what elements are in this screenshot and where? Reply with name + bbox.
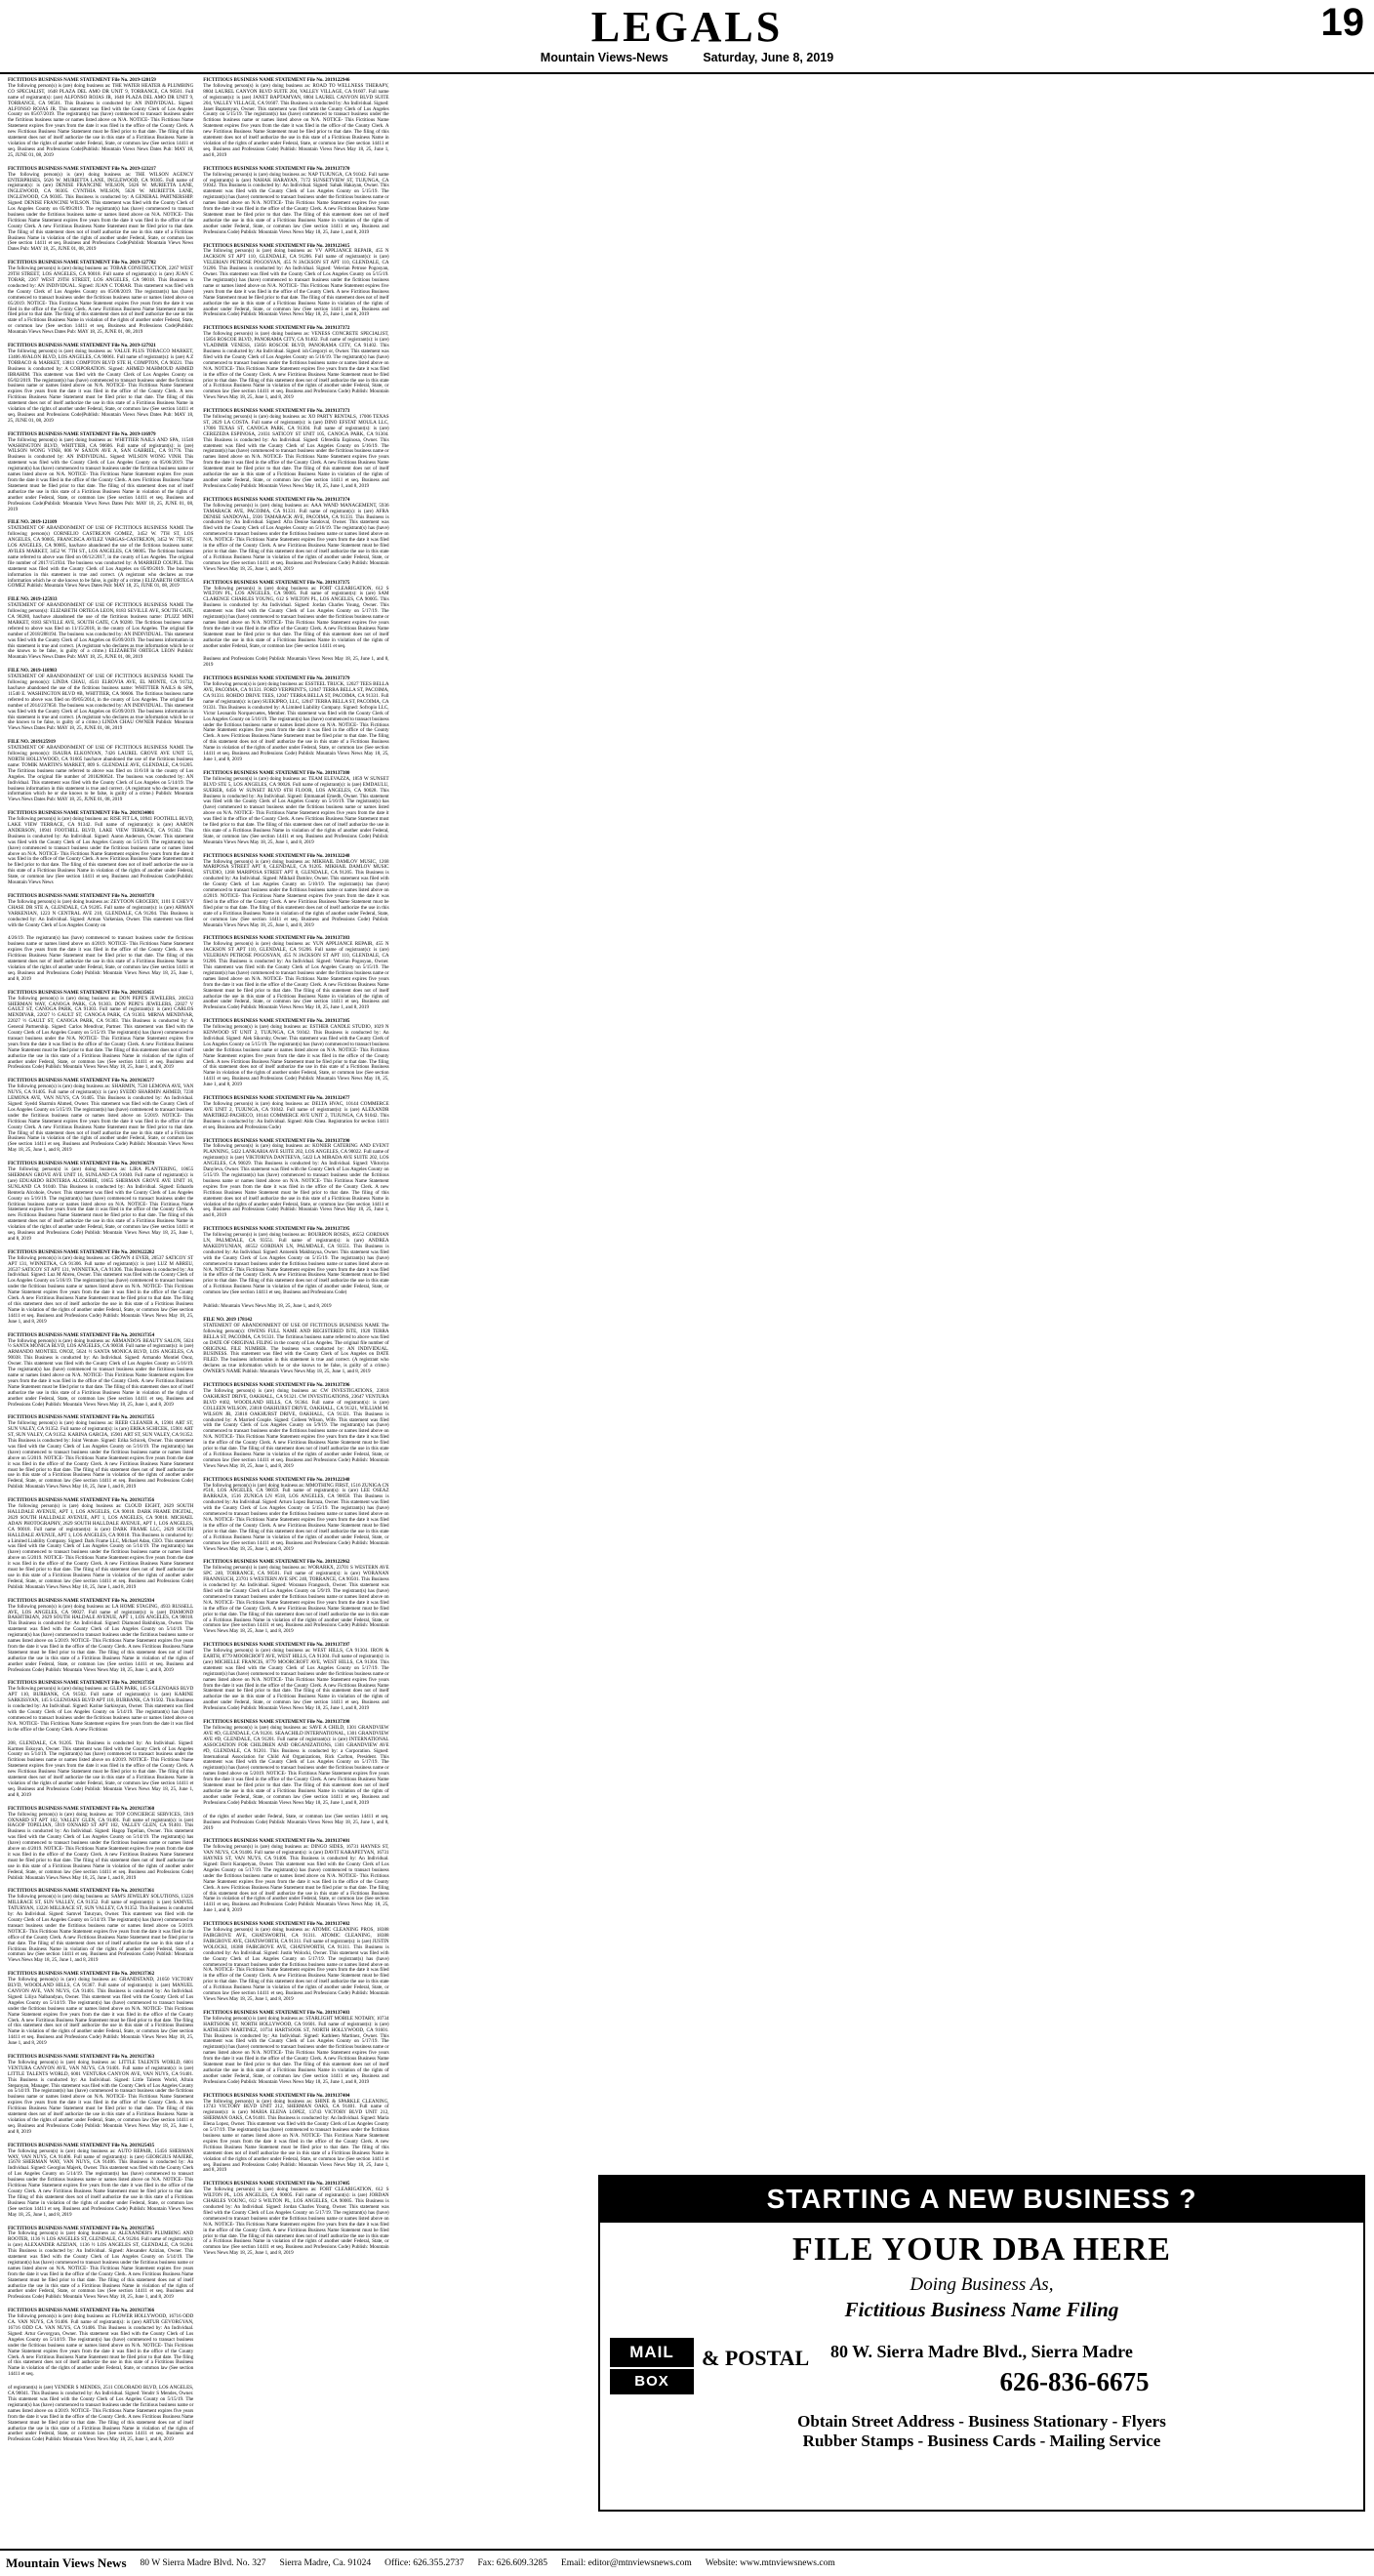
notice-separator bbox=[8, 2301, 193, 2304]
legal-notice bbox=[203, 167, 388, 239]
notice-separator bbox=[8, 1243, 193, 1246]
legal-notice-heading: FICTITIOUS BUSINESS NAME STATEMENT File No. 2019137379 bbox=[203, 675, 350, 682]
notice-separator bbox=[8, 886, 193, 889]
legal-notice-body: The following person(s) is (are) doing business as: STARLIGHT MOBILE NOTARY, 10734 HARTSOOK ST, NORTH HOLLYWOOD, CA 91601. Full name of registrant(s): is (are) KATHLEEN MARTINEZ, 10734 HARTSOOK ST, NORTH HOLLYWOOD, CA 91601. This Business is conducted by: An Individual. Signed: Kathleen Martinez, Owner. This statement was filed with the County Clerk of Los Angeles County on 5/17/19. The registrant(s) has (have) commenced to transact business under the fictitious business name or names listed above on N/A. NOTICE- This Fictitious Name Statement expires five years from the date it was filed in the office of the County Clerk. A new Fictitious Business Name Statement must be filed prior to that date. The filing of this statement does not of itself authorize the use in this state of a Fictitious Business Name in violation of the rights of another under Federal, State, or common law (See section 14411 et seq. Business and Professions Code) Publish: Mountain Views News May 18, 25, June 1, and 8, 2019 bbox=[203, 2015, 389, 2085]
dba-advertisement[interactable] bbox=[598, 2175, 1365, 2512]
legal-notice bbox=[203, 1720, 388, 1810]
notice-separator bbox=[8, 1799, 193, 1802]
legal-notice-heading: FICTITIOUS BUSINESS NAME STATEMENT File No. 2019-120159 bbox=[8, 77, 156, 83]
notice-separator bbox=[8, 1408, 193, 1411]
legal-notice bbox=[203, 771, 388, 849]
legal-notice-heading: FICTITIOUS BUSINESS NAME STATEMENT File No. 2019137355 bbox=[8, 1414, 155, 1421]
legal-notice bbox=[8, 936, 193, 985]
legal-notice-heading: FICTITIOUS BUSINESS NAME STATEMENT File No. 2019137362 bbox=[8, 1971, 155, 1978]
legal-notice-body: STATEMENT OF ABANDONMENT OF USE OF FICTITIOUS BUSINESS NAME The following person(s): ELIZABETH ORTEGA LEON, 8183 SEVILLE AVE, SOUTH GATE, CA 90280, has/have abandoned the use of the fictitious business name: D'LIZZ MINI MARKET, 8183 SEVILLE AVE, SOUTH GATE, CA 90280. The fictitious business name referred to above was filed on 11/15/2018, in the county of Los Angeles. The original file number of 2018/288194. The business was conducted by: AN INDIVIDUAL. This statement was filed with the County Clerk of Los Angeles on 05/09/2019. The business information in this statement is true and correct. (A registrant who declares as true information which he or she knows to be false, is guilty of a crime.) ELIZABETH ORTEGA LEON Publish: Mountain Views News Dates Pub: MAY 18, 25, JUNE 01, 08, 2019 bbox=[8, 602, 194, 661]
legal-notice-body: The following person(s) is (are) doing business as: MIKHAIL DAMLOV MUSIC, 1268 MARIPOSA STREET APT 8, GLENDALE, CA 91205. MIKHAIL DAMLOV MUSIC STUDIO, 1268 MARIPOSA STREET APT 8, GLENDALE, CA 91205. This Business is conducted by: An Individual. Signed: Mikhail Damlov, Owner. This statement was filed with the County Clerk of Los Angeles County on 5/10/19. The registrant(s) has (have) commenced to transact business under the fictitious business name or names listed above on 4/2019. NOTICE- This Fictitious Name Statement expires five years from the date it was filed in the office of the County Clerk. A new Fictitious Business Name Statement must be filed prior to that date. The filing of this statement does not of itself authorize the use in this state of a Fictitious Business Name in violation of the rights of another under Federal, State, or common law (See section 14411 et seq. Business and Professions Code) Publish: Mountain Views News May 18, 25, June 1, and 8, 2019 bbox=[203, 858, 389, 928]
footer-city: Sierra Madre, Ca. 91024 bbox=[279, 2558, 372, 2568]
legal-notice-body: The following person(s) is (are) doing business as: SHINE & SPARKLE CLEANING, 13743 VICTORY BLVD UNIT 212, SHERMAN OAKS, CA 91401. Full name of registrant(s): is (are) MARIA ELENA LOPEZ, 13743 VICTORY BLVD UNIT 212, SHERMAN OAKS, CA 91401. This Business is conducted by: An Individual. Signed: Maria Elena Lopez, Owner. This statement was filed with the County Clerk of Los Angeles County on 5/17/19. The registrant(s) has (have) commenced to transact business under the fictitious business name or names listed above on N/A. NOTICE- This Fictitious Name Statement expires five years from the date it was filed in the office of the County Clerk. A new Fictitious Business Name Statement must be filed prior to that date. The filing of this statement does not of itself authorize the use in this state of a Fictitious Business Name in violation of the rights of another under Federal, State, or common law (See section 14411 et seq. Business and Professions Code) Publish: Mountain Views News May 18, 25, June 1, and 8, 2019 bbox=[203, 2098, 389, 2174]
legal-notice-body: STATEMENT OF ABANDONMENT OF USE OF FICTITIOUS BUSINESS NAME The following person(s): ISAURA ELKONYAN, 7426 LAUREL GROVE AVE UNIT 55, NORTH HOLLYWOOD, CA 91605 has/have abandoned the use of the fictitious business name: TOMIK MARTIN'S MARKET, 809 S. GLENDALE AVE, GLENDALE, CA 91205. The fictitious business name referred to above was filed on 11/6/18 in the county of Los Angeles. The original file number of 2018280624. The business was conducted by: AN Individual. This statement was filed with the County Clerk of Los Angeles on 5/14/19. The business information in this statement is true and correct. (A registrant who declares as true information which he or she knows to be false, is guilty of a crime.) Publish: Mountain Views News Dates Pub: MAY 18, 25, JUNE 01, 08, 2019 bbox=[8, 745, 194, 803]
legal-notice-heading: FICTITIOUS BUSINESS NAME STATEMENT File No. 2019137398 bbox=[203, 1719, 350, 1726]
notice-separator bbox=[203, 763, 388, 766]
legal-notice-heading: FILE NO. 2019 178142 bbox=[203, 1317, 253, 1323]
notice-separator bbox=[203, 236, 388, 239]
legal-notice-body: The following person(s) is (are) doing business as: MMOTHING FIRST, 1516 ZUNIGA CN #518, LOS ANGELES, CA 90059. Full name of registrant(s): is (are) LEE OSEAZ BARRAZA, 1516 ZUNIGA LN #518, LOS ANGELES, CA 90058. This Business is conducted by: An Individual. Signed: Arturo Lopez Barraza, Owner. This statement was filed with the County Clerk of Los Angeles County on 5/15/19. The registrant(s) has (have) commenced to transact business under the fictitious business name or names listed above on N/A. NOTICE- This Fictitious Name Statement expires five years from the date it was filed in the office of the County Clerk. A new Fictitious Business Name Statement must be filed prior to that date. The filing of this statement does not of itself authorize the use in this state of a Fictitious Business Name in violation of the rights of another under Federal, State, or common law (See section 14411 et seq. Business and Professions Code) Publish: Mountain Views News May 18, 25, June 1, and 8, 2019 bbox=[203, 1482, 389, 1552]
notice-separator bbox=[8, 661, 193, 664]
legal-notice-heading: FICTITIOUS BUSINESS NAME STATEMENT File No. 2019137356 bbox=[8, 1497, 155, 1504]
notice-separator bbox=[203, 2003, 388, 2006]
legal-notice-body: The following person(s) is (are) doing business as: DINGO SIDES, 16731 HAYNES ST, VAN NUYS, CA 91406. Full name of registrant(s): is (are) DAVIT KARAPETYAN, 16731 HAYNES ST, VAN NUYS, CA 91406. This Business is conducted by: An Individual. Signed: Davit Karapetyan, Owner. This statement was filed with the County Clerk of Los Angeles County on 5/17/19. The registrant(s) has (have) commenced to transact business under the fictitious business name or names listed above on N/A. NOTICE- This Fictitious Name Statement expires five years from the date it was filed in the office of the County Clerk. A new Fictitious Business Name Statement must be filed prior to that date. The filing of this statement does not of itself authorize the use in this state of a Fictitious Business Name in violation of the rights of another under Federal, State, or common law (See section 14411 et seq. Business and Professions Code) Publish: Mountain Views News May 18, 25, June 1, and 8, 2019 bbox=[203, 1844, 389, 1914]
legal-notice-body: The following person(s) is (are) doing business as: WHITTIER NAILS AND SPA, 11540 WASHINGTON BLVD, WHITTIER, CA 90606. Full name of registrant(s): is (are) WILSON WONG VINH, 806 W SAXON AVE A, SAN GABRIEL, CA 91776. This Business is conducted by: AN INDIVIDUAL. Signed: WILSON WONG VINH. This statement was filed with the County Clerk of Los Angeles County on 05/06/2019. The registrant(s) has (have) commenced to transact business under the fictitious business name or names listed above on N/A. NOTICE- This Fictitious Name Statement expires five years from the date it was filed in the office of the County Clerk. A new Fictitious Business Name Statement must be filed prior to that date. The filing of this statement does not of itself authorize the use in this state of a Fictitious Business Name in violation of the rights of another under Federal, State, or common law (See section 14411 et seq. Business and Professions Code)Publish: Mountain Views News Dates Pub: MAY 18, 25, JUNE 01, 08, 2019 bbox=[8, 436, 194, 512]
legal-notice-heading: FICTITIOUS BUSINESS NAME STATEMENT File No. 2019-116979 bbox=[8, 430, 156, 437]
notice-separator bbox=[8, 2443, 193, 2446]
legal-notice bbox=[203, 1383, 388, 1473]
legal-notice-body: STATEMENT OF ABANDONMENT OF USE OF FICTITIOUS BUSINESS NAME The following person(s): LINDA CHAU, 4541 ELROVIA AVE, EL MONTE, CA 91732, has/have abandoned the use of the fictitious business name: WHITTIER NAILS & SPA, 11540 E. WASHINGTON BLVD #B, WHITTIER, CA 90606. The fictitious business name referred to above was filed on 09/05/2014, in the county of Los Angeles. The original file number of 2014/237850. The business was conducted by: AN INDIVIDUAL. This statement was filed with the County Clerk of Los Angeles on 05/09/2019. The business information in this statement is true and correct. (A registrant who declares as true information which he or she knows to be false, is guilty of a crime.) LINDA CHAU OWNER Publish: Mountain Views News Dates Pub: MAY 18, 25, JUNE 01, 08, 2019 bbox=[8, 674, 194, 732]
legal-notice-body: The following person(s) is (are) doing business as: LITTLE TALENTS WORLD, 6001 VENTURA CANYON AVE, VAN NUYS, CA 91401. Full name of registrant(s): is (are) LITTLE TALENTS WORLD, 6001 VENTURA CANYON AVE, VAN NUYS, CA 91401. This Business is conducted by: An Individual. Signed: Little Talents World, Afrain Stepanyan, Manager. This statement was filed with the County Clerk of Los Angeles County on 5/14/19. The registrant(s) has (have) commenced to transact business under the fictitious business name or names listed above on N/A. NOTICE- This Fictitious Name Statement expires five years from the date it was filed in the office of the County Clerk. A new Fictitious Business Name Statement must be filed prior to that date. The filing of this statement does not of itself authorize the use in this state of a Fictitious Business Name in violation of the rights of another under Federal, State, or common law (See section 14411 et seq. Business and Professions Code) Publish: Mountain Views News May 18, 25, June 1, and 8, 2019 bbox=[8, 2059, 194, 2135]
legal-notice-body: The following person(s) is (are) doing business as: FORT CLEARIGATION, 612 S WILTON PL, LOS ANGELES, CA 90005. Full name of registrant(s): is (are) JORDAN CHARLES YOUNG, 612 S WILTON PL, LOS ANGELES, CA 90005. This Business is conducted by: An Individual. Signed: Jordan Charles Young, Owner. This statement was filed with the County Clerk of Los Angeles County on 5/17/19. The registrant(s) has (have) commenced to transact business under the fictitious business name or names listed above on N/A. NOTICE- This Fictitious Name Statement expires five years from the date it was filed in the office of the County Clerk. A new Fictitious Business Name Statement must be filed prior to that date. The filing of this statement does not of itself authorize the use in this state of a Fictitious Business Name in violation of the rights of another under Federal, State, or common law (See section 14411 et seq. Business and Professions Code) Publish: Mountain Views News May 18, 25, June 1, and 8, 2019 bbox=[203, 2187, 389, 2257]
legal-notice bbox=[8, 669, 193, 735]
legal-notice-heading: FICTITIOUS BUSINESS NAME STATEMENT File No. 2019122946 bbox=[203, 77, 350, 83]
legal-notice bbox=[203, 657, 388, 672]
legal-notice bbox=[8, 1079, 193, 1157]
ad-subheadline: FILE YOUR DBA HERE bbox=[792, 2231, 1171, 2268]
legal-notice-heading: FICTITIOUS BUSINESS NAME STATEMENT File No. 2019137396 bbox=[203, 1382, 350, 1389]
legal-notice-body: STATEMENT OF ABANDONMENT OF USE OF FICTITIOUS BUSINESS NAME The following person(s) CORNELIO CASTREJON GOMEZ, 3452 W. 7TH ST, LOS ANGELES, CA 90005, FRANCISCA AVILEZ VARGAS-CASTREJON, 3452 W. 7TH ST, LOS ANGELES, CA 90005, has/have abandoned the use of the fictitious business name: AVILES MARKET, 3452 W. 7TH ST., LOS ANGELES, CA 90005. The fictitious business name referred to above was filed on 06/12/2017, in the county of Los Angeles. The original file number of 2017/151934. The business was conducted by: A MARRIED COUPLE. This statement was filed with the County Clerk of Los Angeles on 05/09/2019. The business information in this statement is true and correct. (A registrant who declares as true information which he or she knows to be false, is guilty of a crime.) ELIZABETH ORTEGA GOMEZ Publish: Mountain Views News Dates Pub: MAY 18, 25, JUNE 01, 08, 2019 bbox=[8, 525, 194, 590]
legal-notice bbox=[203, 1815, 388, 1835]
legal-notice bbox=[8, 1741, 193, 1802]
legal-notice-body: The following person(s) is (are) doing business as: CLOUD EIGHT, 2629 SOUTH HALLDALE AVENUE, APT 1, LOS ANGELES, CA 90018. DARK FRAME DIGITAL, 2629 SOUTH HALLDALE AVENUE, APT 1, LOS ANGELES, CA 90018. MICHAEL ADAN PHOTOGRAPHY, 2629 SOUTH HALLDALE AVENUE, APT 1, LOS ANGELES, CA 90018. Full name of registrant(s): is (are) DARK FRAME LLC, 2629 SOUTH HALLDALE AVENUE, APT 1, LOS ANGELES, CA 90018. This Business is conducted by: a Limited Liability Company. Signed: Dark Frame LLC, Michael Adan, CEO. This statement was filed with the County Clerk of Los Angeles County on 5/14/19. The registrant(s) has (have) commenced to transact business under the fictitious business name or names listed above on 5/2019. NOTICE- This Fictitious Name Statement expires five years from the date it was filed in the office of the County Clerk. A new Fictitious Business Name Statement must be filed prior to that date. The filing of this statement does not of itself authorize the use in this state of a Fictitious Business Name in violation of the rights of another under Federal, State, or common law (See section 14411 et seq. Business and Professions Code) Publish: Mountain Views News May 18, 25, June 1, and 8, 2019 bbox=[8, 1503, 194, 1590]
notice-separator bbox=[203, 2174, 388, 2177]
notice-separator bbox=[203, 1470, 388, 1473]
notice-separator bbox=[8, 159, 193, 162]
masthead-subline bbox=[0, 51, 1374, 64]
legal-notice-heading: FICTITIOUS BUSINESS NAME STATEMENT File No. 2019122282 bbox=[8, 1248, 155, 1255]
notice-separator bbox=[8, 1964, 193, 1967]
notice-separator bbox=[8, 1071, 193, 1074]
legal-notice-body: The following person(s) is (are) doing business as: VENESS CONCRETE SPECIALIST, 15856 ROSCOE BLVD, PANORAMA CITY, CA 91402. Full name of registrant(s): is (are) VLADIMIR VENESS, 15856 ROSCOE BLVD, PANORAMA CITY, CA 91402. This Business is conducted by: An Individual. Signed: ish Gregoryi or, Owner. This statement was filed with the County Clerk of Los Angeles County on 5/16/19. The registrant(s) has (have) commenced to transact business under the fictitious business name or names listed above on N/A. NOTICE- This Fictitious Name Statement expires five years from the date it was filed in the office of the County Clerk. A new Fictitious Business Name Statement must be filed prior to that date. The filing of this statement does not of itself authorize the use in this state of a Fictitious Business Name in violation of the rights of another under Federal, State, or common law (See section 14411 et seq. Business and Professions Code) Publish: Mountain Views News May 18, 25, June 1, and 8, 2019 bbox=[203, 331, 389, 401]
legal-notice bbox=[8, 520, 193, 593]
legal-notice bbox=[203, 854, 388, 932]
legal-notice-body: The following person(s) is (are) doing business as: SAVE A CHILD, 1301 GRANDVIEW AVE #D, GLENDALE, CA 91201. SEAACHILD INTERNATIONAL, 1301 GRANDVIEW AVE #D, GLENDALE, CA 91201. Full name of registrant(s): is (are) INTERNATIONAL ASSOCIATION FOR CHILDREN AND ORGANIZATIONS, 1301 GRANDVIEW AVE #D, GLENDALE, CA 91201. This Business is conducted by: a Corporation. Signed: International Association for Child Aid Organizations, Rick Carlton, President. This statement was filed with the County Clerk of Los Angeles County on 5/17/19. The registrant(s) has (have) commenced to transact business under the fictitious business name or names listed above on 5/2019. NOTICE- This Fictitious Name Statement expires five years from the date it was filed in the office of the County Clerk. A new Fictitious Business Name Statement must be filed prior to that date. The filing of this statement does not of itself authorize the use in this state of a Fictitious Business Name in violation of the rights of another under Federal, State, or common law (See section 14411 et seq. Business and Professions Code) Publish: Mountain Views News May 18, 25, June 1, and 8, 2019 bbox=[203, 1725, 389, 1806]
mailbox-logo-box: BOX bbox=[610, 2369, 694, 2394]
legal-notice bbox=[8, 167, 193, 257]
notice-separator bbox=[203, 846, 388, 849]
legal-notice bbox=[8, 1250, 193, 1329]
legal-notice-heading: FICTITIOUS BUSINESS NAME STATEMENT File No. 2019137380 bbox=[203, 769, 350, 776]
footer-address: 80 W Sierra Madre Blvd. No. 327 bbox=[140, 2558, 266, 2568]
notice-separator bbox=[203, 1088, 388, 1091]
legal-notice bbox=[8, 991, 193, 1075]
legal-notice-body: The following person(s) is (are) doing business as: GLEN PARK, 145 S GLENOAKS BLVD APT 110, BURBANK, CA 91502. Full name of registrant(s): is (are) KARINE SARKISSYAN, 145 S GLENOAKS BLVD APT 110, BURBANK, CA 91502. This Business is conducted by: An Individual. Signed: Karine Sarkissyan, Owner. This statement was filed with the County Clerk of Los Angeles County on 5/14/19. The registrant(s) has (have) commenced to transact business under the fictitious business name or names listed above on N/A. NOTICE- This Fictitious Name Statement expires five years from the date it was filed in the office of the County Clerk. A new Fictitious bbox=[8, 1686, 194, 1733]
legal-notice bbox=[203, 1304, 388, 1313]
notice-separator bbox=[8, 512, 193, 515]
legal-notice-body: The following person(s) is (are) doing business as: ALEXANDER'S PLUMBING AND ROOTER, 1136 ½ LOS ANGELES ST, GLENDALE, CA 91204. Full name of registrant(s): is (are) ALEXANDER AZIZIAN, 1136 ½ LOS ANGELES ST, GLENDALE, CA 91204. This Business is conducted by: An Individual. Signed: Alexander Azizian, Owner. This statement was filed with the County Clerk of Los Angeles County on 5/14/19. The registrant(s) has (have) commenced to transact business under the fictitious business name or names listed above on N/A. NOTICE- This Fictitious Name Statement expires five years from the date it was filed in the office of the County Clerk. A new Fictitious Business Name Statement must be filed prior to that date. The filing of this statement does not of itself authorize the use in this state of a Fictitious Business Name in violation of the rights of another under Federal, State, or common law (See section 14411 et seq. Business and Professions Code) Publish: Mountain Views News May 18, 25, June 1, and 8, 2019 bbox=[8, 2230, 194, 2301]
legal-notice-heading: FICTITIOUS BUSINESS NAME STATEMENT File No. 2019137358 bbox=[8, 1680, 155, 1687]
legal-notice-body: The following person(s) is (are) doing business as: WEST HILLS, CA 91304. IRON & EARTH, 8779 MOORCROFT AVE, WEST HILLS, CA 91304. Full name of registrant(s): is (are) MICHELLE FRANCIS, 8779 MOORCROFT AVE, WEST HILLS, CA 91304. This statement was filed with the County Clerk of Los Angeles County on 5/17/19. The registrant(s) has (have) commenced to transact business under the fictitious business name or names listed above on N/A. NOTICE- This Fictitious Name Statement expires five years from the date it was filed in the office of the County Clerk. A new Fictitious Business Name Statement must be filed prior to that date. The filing of this statement does not of itself authorize the use in this state of a Fictitious Business Name in violation of the rights of another under Federal, State, or common law (See section 14411 et seq. Business and Professions Code) Publish: Mountain Views News May 18, 25, June 1, and 8, 2019 bbox=[203, 1648, 389, 1712]
notice-separator bbox=[203, 318, 388, 321]
legal-notice-body: The following person(s) is (are) doing business as: BOURBON ROSES, 46552 GORDIAN LN, PALMDALE, CA 93551. Full name of registrant(s): is (are) ANDREA MAKEDYUNIAN, 46552 GORDIAN LN, PALMDALE, CA 93551. This Business is conducted by: An Individual. Signed: Antoenik Makhtayua, Owner. This statement was filed with the County Clerk of Los Angeles County on 5/15/19. The registrant(s) has (have) commenced to transact business under the fictitious business name or names listed above on N/A. NOTICE- This Fictitious Name Statement expires five years from the date it was filed in the office of the County Clerk. A new Fictitious Business Name Statement must be filed prior to that date. The filing of this statement does not of itself authorize the use in this state of a Fictitious Business Name in violation of the rights of another under Federal, State, or common law (See section 14411 et seq. Business and Professions Code) bbox=[203, 1232, 389, 1296]
legal-notice-heading: FICTITIOUS BUSINESS NAME STATEMENT File No. 2019137360 bbox=[8, 1805, 155, 1812]
legal-notice-heading: FICTITIOUS BUSINESS NAME STATEMENT File No. 2019137405 bbox=[203, 2181, 350, 2188]
legal-notice-heading: FICTITIOUS BUSINESS NAME STATEMENT File No. 2019137390 bbox=[203, 1137, 350, 1144]
notice-separator bbox=[8, 732, 193, 735]
notice-separator bbox=[203, 1296, 388, 1299]
legal-notice-heading: FICTITIOUS BUSINESS NAME STATEMENT File No. 2019136579 bbox=[8, 1161, 155, 1167]
legal-notice-body: The following person(s) is (are) doing business as: AAA WAND MANAGEMENT, 5936 TAMARACK AVE, PACOIMA, CA 91331. Full name of registrant(s): is (are) AFRA DENISE SANDOVAL, 5936 TAMARACK AVE, PACOIMA, CA 91331. This Business is conducted by: An Individual. Signed: Afra Denise Sandoval, Owner. This statement was filed with the County Clerk of Los Angeles County on 5/16/19. The registrant(s) has (have) commenced to transact business under the fictitious business name or names listed above on N/A. NOTICE- This Fictitious Name Statement expires five years from the date it was filed in the office of the County Clerk. A new Fictitious Business Name Statement must be filed prior to that date. The filing of this statement does not of itself authorize the use in this state of a Fictitious Business Name in violation of the rights of another under Federal, State, or common law (See section 14411 et seq. Business and Professions Code) Publish: Mountain Views News May 18, 25, June 1, and 8, 2019 bbox=[203, 502, 389, 572]
legal-notice bbox=[8, 1162, 193, 1246]
legal-notices-columns bbox=[0, 78, 1374, 2450]
legal-notice-heading: FICTITIOUS BUSINESS NAME STATEMENT File No. 2019137397 bbox=[203, 1642, 350, 1649]
legal-notice-heading: FICTITIOUS BUSINESS NAME STATEMENT File No. 2019137385 bbox=[203, 1018, 350, 1025]
legal-notice-heading: FICTITIOUS BUSINESS NAME STATEMENT File No. 2019-127921 bbox=[8, 343, 156, 349]
legal-notice-body: The following person(s) is (are) doing business as: ARMANDO'S BEAUTY SALON, 5624 ½ SANTA MONICA BLVD, LOS ANGELES, CA 90038. Full name of registrant(s): is (are) ARMANDO MONTIEL ONOZ, 5624 ½ SANTA MONICA BLVD, LOS ANGELES, CA 90038. This Business is conducted by: An Individual. Signed: Armando Montiel Onoz, Owner. This statement was filed with the County Clerk of Los Angeles County on 5/16/19. The registrant(s) has (have) commenced to transact business under the fictitious business name or names listed above on N/A. NOTICE- This Fictitious Name Statement expires five years from the date it was filed in the office of the County Clerk. A new Fictitious Business Name Statement must be filed prior to that date. The filing of this statement does not of itself authorize the use in this state of a Fictitious Business Name in violation of the rights of another under Federal, State, or common law (See section 14411 et seq. Business and Professions Code) Publish: Mountain Views News May 18, 25, June 1, and 8, 2019 bbox=[8, 1337, 194, 1408]
legal-notice-body: The following person(s) is (are) doing business as: XO PARTY RENTALS, 17006 TEXAS ST, 2029 LA COSTA. Full name of registrant(s): is (are) DINO EFSTAT MOULA LLC, 17006 TEXAS ST, CANOGA PARK, CA 91304. Full name of registrant(s): is (are) CEREZEDA ESPINOSA, 21031 SATICOY ST UNIT 105, CANOGA PARK, CA 91304. This Business is conducted by: An Individual. Signed: Gferedila Espinosa, Owner. This statement was filed with the County Clerk of Los Angeles County on 5/16/19. The registrant(s) has (have) commenced to transact business under the fictitious business name or names listed above on N/A. NOTICE- This Fictitious Name Statement expires five years from the date it was filed in the office of the County Clerk. A new Fictitious Business Name Statement must be filed prior to that date. The filing of this statement does not of itself authorize the use in this state of a Fictitious Business Name in violation of the rights of another under Federal, State, or common law (See section 14411 et seq. Business and Professions Code) Publish: Mountain Views News May 18, 25, June 1, and 8, 2019 bbox=[203, 414, 389, 489]
notice-separator bbox=[203, 1131, 388, 1134]
legal-notice-body: The following person(s) is (are) doing business as: FORT CLEARIGATION, 612 S WILTON PL, LOS ANGELES, CA 90005. Full name of registrant(s): is (are) SAM CLARENCE CHARLES YOUNG, 612 S WILTON PL, LOS ANGELES, CA 90005. This Business is conducted by: An Individual. Signed: Jordan Charles Young, Owner. This statement was filed with the County Clerk of Los Angeles County on 5/17/19. The registrant(s) has (have) commenced to transact business under the fictitious business name or names listed above on N/A. NOTICE- This Fictitious Name Statement expires five years from the date it was filed in the office of the County Clerk. A new Fictitious Business Name Statement must be filed prior to that date. The filing of this statement does not of itself authorize the use in this state of a Fictitious Business Name in violation of the rights of another under Federal, State, or common law (See section 14411 et seq. bbox=[203, 585, 389, 649]
legal-notice-heading: FICTITIOUS BUSINESS NAME STATEMENT File No. 2019137383 bbox=[203, 935, 350, 942]
legal-notice-heading: FILE NO. 2019-118983 bbox=[8, 668, 58, 675]
legal-notice-body: Business and Professions Code) Publish: Mountain Views News May 18, 25, June 1, and 8, 2019 bbox=[203, 656, 389, 669]
notice-separator bbox=[203, 1310, 388, 1313]
notice-separator bbox=[203, 669, 388, 672]
legal-notice bbox=[203, 244, 388, 322]
notice-separator bbox=[203, 1219, 388, 1222]
ad-phone[interactable]: 626-836-6675 bbox=[999, 2367, 1150, 2396]
legal-notice-body: The following person(s) is (are) doing business as: TEAM ELEVAZZA, 1859 W SUNSET BLVD STE 5, LOS ANGELES, CA 90026. Full name of registrant(s): is (are) EMDAULU, SUERER, 6456 W SUNSET BLVD 6TH FLOOR, LOS ANGELES, CA 90028. This Business is conducted by: An Individual. Signed: Emmanuel Emedh, Owner. This statement was filed with the County Clerk of Los Angeles County on 5/16/19. The registrant(s) has (have) commenced to transact business under the fictitious business name or names listed above on N/A. NOTICE- This Fictitious Name Statement expires five years from the date it was filed in the office of the County Clerk. A new Fictitious Business Name Statement must be filed prior to that date. The filing of this statement does not of itself authorize the use in this state of a Fictitious Business Name in violation of the rights of another under Federal, State, or common law (See section 14411 et seq. Business and Professions Code) Publish: Mountain Views News May 18, 25, June 1, and 8, 2019 bbox=[203, 775, 389, 845]
notice-separator bbox=[8, 2136, 193, 2139]
legal-notice-heading: FICTITIOUS BUSINESS NAME STATEMENT File No. 2019134001 bbox=[8, 810, 155, 817]
legal-notice bbox=[8, 1807, 193, 1885]
legal-notice-heading: FICTITIOUS BUSINESS NAME STATEMENT File No. 2019-123217 bbox=[8, 165, 156, 172]
ad-service-line: Obtain Street Address - Business Stationary - Flyers bbox=[797, 2412, 1166, 2431]
legal-notice-body: The following person(s) is (are) doing business as: REEB CLEANER A, 15901 ART ST, SUN VALEY, CA 91352. Full name of registrant(s): is (are) ERIKA SCHICEK, 15901 ART ST, SUN VALEY, CA 91352. KARINA GARCIA, 15901 ART ST, SUN VALEY, CA 91352. This Business is conducted by: Joint Venture. Signed: Erika Schicek, Owner. This statement was filed with the County Clerk of Los Angeles County on 5/16/19. The registrant(s) has (have) commenced to transact business under the fictitious business name or names listed above on 5/2019. NOTICE- This Fictitious Name Statement expires five years from the date it was filed in the office of the County Clerk. A new Fictitious Business Name Statement must be filed prior to that date. The filing of this statement does not of itself authorize the use in this state of a Fictitious Business Name in violation of the rights of another under Federal, State, or common law (See section 14411 et seq. Business and Professions Code) Publish: Mountain Views News May 18, 25, June 1, and 8, 2019 bbox=[8, 1420, 194, 1491]
notice-separator bbox=[203, 401, 388, 404]
legal-notice-body: The following person(s) is (are) doing business as: LIRA PLANTERING, 10655 SHERMAN GROVE AVE UNIT 16, SUNLAND CA 91040. Full name of registrant(s): is (are) EDUARDO RENTERIA ALCOHBIE, 10655 SHERMAN GROVE AVE UNIT 16, SUNLAND CA 91040. This Business is conducted by: An Individual. Signed: Eduardo Renteria Alcohoie, Owner. This statement was filed with the County Clerk of Los Angeles County on 5/16/19. The registrant(s) has (have) commenced to transact business under the fictitious business name or names listed above on N/A. NOTICE- This Fictitious Name Statement expires five years from the date it was filed in the office of the County Clerk. A new Fictitious Business Name Statement must be filed prior to that date. The filing of this statement does not of itself authorize the use in this state of a Fictitious Business Name in violation of the rights of another under Federal, State, or common law (See section 14411 et seq. Business and Professions Code) Publish: Mountain Views News May 18, 25, June 1, and 8, 2019 bbox=[8, 1166, 194, 1242]
legal-notice bbox=[203, 1643, 388, 1715]
legal-notice-body: The following person(s) is (are) doing business as: VV APPLIANCE REPAIR, 455 N JACKSON ST APT 110, GLENDALE, CA 91206. Full name of registrant(s): is (are) VELERIAN PETROSE POGOSYAN, 455 N JACKSON ST APT 110, GLENDALE, CA 91206. This Business is conducted by: An Individual. Signed: Velerian Petrose Pogosyan, Owner. This statement was filed with the County Clerk of Los Angeles County on 5/15/19. The registrant(s) has (have) commenced to transact business under the fictitious business name or names listed above on N/A. NOTICE- This Fictitious Name Statement expires five years from the date it was filed in the office of the County Clerk. A new Fictitious Business Name Statement must be filed prior to that date. The filing of this statement does not of itself authorize the use in this state of a Fictitious Business Name in violation of the rights of another under Federal, State, or common law (See section 14411 et seq. Business and Professions Code) Publish: Mountain Views News May 18, 25, June 1, and 8, 2019 bbox=[203, 248, 389, 318]
legal-notice-body: The following person(s) is (are) doing business as: DELTA HVAC, 10144 COMMERCE AVE UNIT 2, TUJUNGA, CA 91042. Full name of registrant(s): is (are) ALEXANDR MARTIREZ-PACHECO, 10144 COMMERCE AVE UNIT 2, TUJUNGA, CA 91042. This Business is conducted by: An Individual. Signed: Aldo Chea. Registration for section 14411 et seq. Business and Professions Code) bbox=[203, 1101, 389, 1130]
notice-separator bbox=[203, 928, 388, 931]
legal-notice-heading: FICTITIOUS BUSINESS NAME STATEMENT File No. 2019137402 bbox=[203, 1921, 350, 1928]
notice-separator bbox=[8, 1491, 193, 1493]
legal-notice bbox=[8, 2386, 193, 2446]
legal-notice bbox=[8, 1498, 193, 1594]
notice-separator bbox=[203, 1635, 388, 1638]
legal-notice-body: The following person(s) is (are) doing business as: ESSTEEL TRUCK, 12027 TEES BELLA AVE, PACOIMA, CA 91331. FORD VERPRINT'S, 12047 TERRA BELLA ST, PACOIMA, CA 91331. ROHDO DRIVE TEES, 12047 TERRA BELLA ST, PACOIMA, CA 91331. Full name of registrant(s): is (are) SUEKIPRO, LLC, 12047 TERRA BELLA ST, PACOIMA, CA 91331. This Business is conducted by: A Limited Liability Company. Signed: Sofropio LLC, Victor Leonardo Norquecuetes, Member. This statement was filed with the County Clerk of Los Angeles County on 5/16/19. The registrant(s) has (have) commenced to transact business under the fictitious business name or names listed above on N/A. NOTICE- This Fictitious Name Statement expires five years from the date it was filed in the office of the County Clerk. A new Fictitious Business Name Statement must be filed prior to that date. The filing of this statement does not of itself authorize the use in this state of a Fictitious Business Name in violation of the rights of another under Federal, State, or common law (See section 14411 et seq. Business and Professions Code) Publish: Mountain Views News May 18, 25, June 1, and 8, 2019 bbox=[203, 681, 389, 762]
notice-separator bbox=[203, 1807, 388, 1810]
legal-notice-heading: FICTITIOUS BUSINESS NAME STATEMENT File No. 2019137354 bbox=[8, 1331, 155, 1338]
legal-notice bbox=[8, 78, 193, 162]
notice-separator bbox=[8, 253, 193, 256]
publication-name: Mountain Views-News bbox=[540, 51, 668, 64]
notice-separator bbox=[203, 2086, 388, 2089]
notice-separator bbox=[203, 490, 388, 493]
footer-publication-name: Mountain Views News bbox=[6, 2556, 127, 2570]
legal-notice-heading: FICTITIOUS BUSINESS NAME STATEMENT File No. 2019125934 bbox=[8, 1597, 155, 1604]
legal-notice bbox=[8, 894, 193, 931]
legal-notice-body: of registrant(s) is (are) YENDER S MENDES, 2511 COLORADO BLVD, LOS ANGELES, CA 90041. This Business is conducted by: An Individual. Signed: Yendrr S Mendes, Owner. This statement was filed with the County Clerk of Los Angeles County on 5/15/19. The registrant(s) has (have) commenced to transact business under the fictitious business name or names listed above on 4/2019. NOTICE- This Fictitious Name Statement expires five years from the date it was filed in the office of the County Clerk. A new Fictitious Business Name Statement must be filed prior to that date. The filing of this statement does not of itself authorize the use in this state of a Fictitious Business Name in violation of the rights of another under Federal, State, or common law (See section 14411 et seq. Business and Professions Code) Publish: Mountain Views News May 18, 25, June 1, and 8, 2019 bbox=[8, 2385, 194, 2443]
legal-notice-heading: FICTITIOUS BUSINESS NAME STATEMENT File No. 2019137370 bbox=[203, 165, 350, 172]
notice-separator bbox=[8, 803, 193, 806]
legal-notice-body: The following person(s) is (are) doing business as: RISE FIT LA, 10941 FOOTHILL BLVD, LAKE VIEW TERRACE, CA 91342. Full name of registrant(s): is (are) AARON ANDERSON, 10941 FOOTHILL BLVD, LAKE VIEW TERRACE, CA 91342. This Business is conducted by: An Individual. Signed: Aaron Anderson, Owner. This statement was filed with the County Clerk of Los Angeles County on 5/15/19. The registrant(s) has (have) commenced to transact business under the fictitious business name or names listed above on N/A. NOTICE- This Fictitious Name Statement expires five years from the date it was filed in the office of the County Clerk. A new Fictitious Business Name Statement must be filed prior to that date. The filing of this statement does not of itself authorize the use in this state of a Fictitious Business Name in violation of the rights of another under Federal, State, or common law (See section 14411 et seq. Business and Professions Code)Publish: Mountain Views News bbox=[8, 816, 194, 886]
legal-notice bbox=[8, 740, 193, 806]
legal-notice-body: 208, GLENDALE, CA 91205. This Business is conducted by: An Individual. Signed: Karmen Eskoyan, Owner. This statement was filed with the County Clerk of Los Angeles County on 5/14/19. The registrant(s) has (have) commenced to transact business under the fictitious business name or names listed above on 4/2019. NOTICE- This Fictitious Name Statement expires five years from the date it was filed in the office of the County Clerk. A new Fictitious Business Name Statement must be filed prior to that date. The filing of this statement does not of itself authorize the use in this state of a Fictitious Business Name in violation of the rights of another under Federal, State, or common law (See section 14411 et seq. Business and Professions Code) Publish: Mountain Views News May 18, 25, June 1, and 8, 2019 bbox=[8, 1739, 194, 1798]
mailbox-logo-mail: MAIL bbox=[610, 2338, 694, 2367]
legal-notice-body: 4/26/19. The registrant(s) has (have) commenced to transact business under the fictitious business name or names listed above on 4/2019. NOTICE- This Fictitious Name Statement expires five years from the date it was filed in the office of the County Clerk. A new Fictitious Business Name Statement must be filed prior to that date. The filing of this statement does not of itself authorize the use in this state of a Fictitious Business Name in violation of the rights of another under Federal, State, or common law (See section 14411 et seq. Business and Professions Code) Publish: Mountain Views News May 18, 25, June 1, and 8, 2019 bbox=[8, 935, 194, 982]
legal-notice-body: The following person(s) is (are) doing business as: THE WILSON AGENCY ENTERPRISES, 5626 W. MURIETTA LANE, INGLEWOOD, CA 90305. Full name of registrant(s): is (are) DENISE FRANCINE WILSON, 5626 W. MURIETTA LANE, INGLEWOOD, CA 90305. CYNTHIA WILSON, 5626 W. MURIETTA LANE, INGLEWOOD, CA 90305. This Business is conducted by: A GENERAL PARTNERSHIP. Signed: DENISE FRANCINE WILSON. This statement was filed with the County Clerk of Los Angeles County on 05/09/2019. The registrant(s) has (have) commenced to transact business under the fictitious business name or names listed above on N/A. NOTICE- This Fictitious Name Statement expires five years from the date it was filed in the office of the County Clerk. A new Fictitious Business Name Statement must be filed prior to that date. The filing of this statement does not of itself authorize the use in this state of a Fictitious Business Name in violation of the rights of another under Federal, State, or common law (See section 14411 et seq. Business and Professions Code)Publish: Mountain Views News Dates Pub: MAY 18, 25, JUNE 01, 08, 2019 bbox=[8, 171, 194, 253]
legal-notice-body: The following person(s) is (are) doing business as: ESTHER CANDLE STUDIO, 1029 N KENWOOD ST UNIT 2, TUJUNGA, CA 91042. This Business is conducted by: An Individual. Signed: Alek Sikorsky, Owner. This statement was filed with the County Clerk of Los Angeles County on 5/15/19. The registrant(s) has (have) commenced to transact business under the fictitious business name or names listed above on N/A. NOTICE- This Fictitious Name Statement expires five years from the date it was filed in the office of the County Clerk. A new Fictitious Business Name Statement must be filed prior to that date. The filing of this statement does not of itself authorize the use in this state of a Fictitious Business Name in violation of the rights of another under Federal, State, or common law (See section 14411 et seq. Business and Professions Code) Publish: Mountain Views News May 18, 25, June 1, and 8, 2019 bbox=[203, 1024, 389, 1088]
notice-separator bbox=[203, 649, 388, 652]
page-title: LEGALS bbox=[590, 3, 784, 51]
legal-notice bbox=[203, 1922, 388, 2006]
legal-notice-body: The following person(s) is (are) doing business as: THE WATER HEATER & PLUMBING CO SPECIALIST, 1648 PLAZA DEL AMO DR UNIT 9, TORRANCE, CA 90501. Full name of registrant(s): (are) ALFONSO ROJAS JR, 1648 PLAZA DEL AMO DR UNIT 9, TORRANCE, CA 90501. This Business is conducted by: AN INDIVIDUAL. Signed: ALFONSO ROJAS JR. This statement was filed with the County Clerk of Los Angeles County on 05/07/2019. The registrant(s) has (have) commenced to transact business under the fictitious business name or names listed above on N/A. NOTICE- This Fictitious Name Statement expires five years from the date it was filed in the office of the County Clerk. A new Fictitious Business Name Statement must be filed prior to that date. The filing of this statement does not of itself authorize the use in this state of a Fictitious Business Name in violation of the rights of another under Federal, State, or common law (See section 14411 et seq. Business and Professions Code)Publish: Mountain Views News Dates Pub: MAY 18, 25, JUNE 01, 08, 2019 bbox=[8, 82, 194, 158]
legal-notice bbox=[8, 1415, 193, 1493]
legal-notice-body: The following person(s) is (are) doing business as: ZEYTOON GROCERY, 1101 E CHEVY CHASE DR STE A, GLENDALE, CA 91205. Full name of registrant(s): is (are) ARMAN VARKENIAN, 1223 N CENTRAL AVE 210, GLENDALE, CA 91204. This Business is conducted by: An Individual. Signed: Arman Varkenian, Owner. This statement was filed with the County Clerk of Los Angeles County on bbox=[8, 898, 194, 928]
legal-notice-heading: FICTITIOUS BUSINESS NAME STATEMENT File No. 2019137403 bbox=[203, 2009, 350, 2016]
legal-notice-body: The following person(s) is (are) doing business as: NAP TUJUNGA, CA 91042. Full name of registrant(s) is (are) NAHAK HARAYAN, 7172 SUNSETVIEW ST, TUJUNGA, CA 91042. This Business is conducted by: An Individual. Signed: Sahak Hakayan, Owner. This statement was filed with the County Clerk of Los Angeles County on 5/15/19. The registrant(s) has (have) commenced to transact business under the fictitious business name or names listed above on N/A. NOTICE- This Fictitious Name Statement expires five years from the date it was filed in the office of the County Clerk. A new Fictitious Business Name Statement must be filed prior to that date. The filing of this statement does not of itself authorize the use in this state of a Fictitious Business Name in violation of the rights of another under Federal, State, or common law (See section 14411 et seq. Business and Professions Code) Publish: Mountain Views News May 18, 25, June 1, and 8, 2019 bbox=[203, 171, 389, 235]
legal-notice bbox=[8, 2309, 193, 2381]
legal-notice-heading: FICTITIOUS BUSINESS NAME STATEMENT File No. 2019125435 bbox=[8, 2142, 155, 2148]
legal-notice bbox=[203, 2011, 388, 2089]
notice-separator bbox=[203, 1552, 388, 1555]
legal-notice bbox=[8, 1333, 193, 1411]
legal-notice-body: The following person(s) is (are) doing business as: GRANDSTAND, 21050 VICTORY BLVD, WOODLAND HILLS, CA 91367. Full name of registrant(s): is (are) MANUEL CANYON AVE, VAN NUYS, CA 91401. This Business is conducted by: An Individual. Signed: Liliya Nalbandyan, Owner. This statement was filed with the County Clerk of Los Angeles County on 5/14/19. The registrant(s) has (have) commenced to transact business under the fictitious business name or names listed above on N/A. NOTICE- This Fictitious Name Statement expires five years from the date it was filed in the office of the County Clerk. A new Fictitious Business Name Statement must be filed prior to that date. The filing of this statement does not of itself authorize the use in this state of a Fictitious Business Name in violation of the rights of another under Federal, State, or common law (See section 14411 et seq. Business and Professions Code) Publish: Mountain Views News May 18, 25, June 1, and 8, 2019 bbox=[8, 1977, 194, 2047]
notice-separator bbox=[203, 1375, 388, 1378]
notice-separator bbox=[8, 336, 193, 339]
legal-notice-heading: FICTITIOUS BUSINESS NAME STATEMENT File No. 2019107378 bbox=[8, 893, 155, 899]
ad-postal-label: & POSTAL bbox=[702, 2346, 810, 2370]
legal-notice-body: The following person(s) is (are) doing business as: VALUE PLUS TOBACCO MARKET, 13406 AVALON BLVD, LOS ANGELES, CA 90061. Full name of registrant(s): is (are) A Z TOBBACO & MARKET, 13811 COMPTON BLVD STE H, COMPTON, CA 90221. This Business is conducted by: A CORPORATION. Signed: AHMED MAHMOUD AHMED IBRAHIM. This statement was filed with the County Clerk of Los Angeles County on 05/02/2019. The registrant(s) has (have) commenced to transact business under the fictitious business name or names listed above on N/A. NOTICE- This Fictitious Name Statement expires five years from the date it was filed in the office of the County Clerk. A new Fictitious Business Name Statement must be filed prior to that date. The filing of this statement does not of itself authorize the use in this state of a Fictitious Business Name in violation of the rights of another under Federal, State, or common law (See section 14411 et seq. Business and Professions Code)Publish: Mountain Views News Dates Pub: MAY 18, 25, JUNE 01, 08, 2019 bbox=[8, 348, 194, 424]
footer-email[interactable]: Email: editor@mtnviewsnews.com bbox=[560, 2558, 692, 2568]
legal-notice-heading: FICTITIOUS BUSINESS NAME STATEMENT File No. 2019132248 bbox=[203, 852, 350, 859]
notice-separator bbox=[8, 2047, 193, 2050]
legal-notice bbox=[8, 2144, 193, 2222]
ad-service-line: Rubber Stamps - Business Cards - Mailing Service bbox=[802, 2432, 1161, 2450]
legal-notice-body: The following person(s) is (are) doing business as: SAM'S JEWELRY SOLUTIONS, 13226 MILLRACE ST, SUN VALLEY, CA 91352. Full name of registrant(s): is (are) SAMVEL TATURYAN, 13226 MILLRACE ST, SUN VALLEY, CA 91352. This Business is conducted by: An Individual. Signed: Samvel Taturyan, Owner. This statement was filed with the County Clerk of Los Angeles County on 5/14/19. The registrant(s) has (have) commenced to transact business under the fictitious business name or names listed above on 5/2019. NOTICE- This Fictitious Name Statement expires five years from the date it was filed in the office of the County Clerk. A new Fictitious Business Name Statement must be filed prior to that date. The filing of this statement does not of itself authorize the use in this state of a Fictitious Business Name in violation of the rights of another under Federal, State, or common law (See section 14411 et seq. Business and Professions Code) Publish: Mountain Views News May 18, 25, June 1, and 8, 2019 bbox=[8, 1894, 194, 1964]
notice-separator bbox=[8, 1734, 193, 1737]
legal-notice-heading: FILE NO. 2019125919 bbox=[8, 739, 56, 746]
legal-notice-body: STATEMENT OF ABANDONMENT OF USE OF FICTITIOUS BUSINESS NAME The following person(s): OWENS FULL NAME AND REGISTERED ISTE, 1920 TERRA BELLA ST, PACOIMA, CA 91331. The fictitious business name referred to above was filed on DATE OF ORIGINAL FILING in the county of Los Angeles. The original file number of ORIGINAL FILE NUMBER. The business was conducted by: AN INDIVIDUAL. BUSINESS. This statement was filed with the County Clerk of Los Angeles on DATE FILED. The business information in this statement is true and correct. (A registrant who declares as true information which he or she knows to be false, is guilty of a crime.) OWNER'S NAME Publish: Mountain Views News May 18, 25, June 1, and 8, 2019 bbox=[203, 1322, 389, 1375]
legal-notice-body: The following person(s) is (are) doing business as: CW INVESTIGATIONS, 23818 OAKHURST DRIVE, OAKHALL, CA 91321. CW INVESTIGATIONS, 23647 VENTURA BLVD #402, WOODLAND HILLS, CA 91364. Full name of registrant(s): is (are) COLLEEN WILSON, 23818 OAKHURST DRIVE, OAKHALL, CA 91321, WILLIAM M. WILSON JR, 23818 OAKHURST DRIVE, OAKHALL, CA 91321. This Business is conducted by: A Married Couple. Signed: Colleen Wilson, Wife. This statement was filed with the County Clerk of Los Angeles County on 5/9/19. The registrant(s) has (have) commenced to transact business under the fictitious business name or names listed above on N/A. NOTICE- This Fictitious Name Statement expires five years from the date it was filed in the office of the County Clerk. A new Fictitious Business Name Statement must be filed prior to that date. The filing of this statement does not of itself authorize the use in this state of a Fictitious Business Name in violation of the rights of another under Federal, State, or common law (See section 14411 et seq. Business and Professions Code) Publish: Mountain Views News May 18, 25, June 1, and 8, 2019 bbox=[203, 1387, 389, 1469]
legal-notice-body: The following person(s) is (are) doing business as: LA HOME STAGING, 4933 RUSSELL AVE, LOS ANGELES, CA 90027. Full name of registrant(s): is (are) DIAMOND BAKHTIKIAN, 2629 SOUTH HALDALE AVENUE, APT 1, LOS ANGELES, CA 90018. This Business is conducted by: An Individual. Signed: Diamond Bakhtikyan, Owner. This statement was filed with the County Clerk of Los Angeles County on 5/14/19. The registrant(s) has (have) commenced to transact business under the fictitious business name or names listed above on 5/2019. NOTICE- This Fictitious Name Statement expires five years from the date it was filed in the office of the County Clerk. A new Fictitious Business Name Statement must be filed prior to that date. The filing of this statement does not of itself authorize the use in this state of a Fictitious Business Name in violation of the rights of another under Federal, State, or common law (See section 14411 et seq. Business and Professions Code) Publish: Mountain Views News May 18, 25, June 1, and 8, 2019 bbox=[8, 1603, 194, 1673]
notice-separator bbox=[8, 425, 193, 428]
legal-notice-body: The following person(s) is (are) doing business as: KONIER CATERING AND EVENT PLANNING, 5422 LANKARIA AVE SUITE 202, LOS ANGELES, CA 90022. Full name of registrant(s): is (are) VIKTORIYA DANTEEVA, 5422 LA MIRADA AVE SUITE 202, LOS ANGELES, CA 90029. This Business is conducted by: An Individual. Signed: Viktoriya Danyleva, Owner. This statement was filed with the County Clerk of Los Angeles County on 5/15/19. The registrant(s) has (have) commenced to transact business under the fictitious business name or names listed above on N/A. NOTICE- This Fictitious Name Statement expires five years from the date it was filed in the office of the County Clerk. A new Fictitious Business Name Statement must be filed prior to that date. The filing of this statement does not of itself authorize the use in this state of a Fictitious Business Name in violation of the rights of another under Federal, State, or common law (See section 14411 et seq. Business and Professions Code) Publish: Mountain Views News May 18, 25, June 1, and 8, 2019 bbox=[203, 1143, 389, 1219]
legal-notice-body: The following person(s) is (are) doing business as: AUTO REPAIR, 15456 SHERMAN WAY, VAN NUYS, CA 91406. Full name of registrant(s): is (are) GEORGIUS MAJERE, 15678 SHERMAN WAY, VAN NUYS, CA 91406. This Business is conducted by: An Individual. Signed: Georgius Majerk, Owner. This statement was filed with the County Clerk of Los Angeles County on 5/14/19. The registrant(s) has (have) commenced to transact business under the fictitious business name or names listed above on N/A. NOTICE- This Fictitious Name Statement expires five years from the date it was filed in the office of the County Clerk. A new Fictitious Business Name Statement must be filed prior to that date. The filing of this statement does not of itself authorize the use in this state of a Fictitious Business Name in violation of the rights of another under Federal, State, or common law (See section 14411 et seq. Business and Professions Code) Publish: Mountain Views News May 18, 25, June 1, and 8, 2019 bbox=[8, 2147, 194, 2218]
notice-separator bbox=[203, 1011, 388, 1014]
legal-notice-heading: FICTITIOUS BUSINESS NAME STATEMENT File No. 2019135651 bbox=[8, 989, 155, 996]
legal-notice-body: of the rights of another under Federal, State, or common law (See section 14411 et seq. Business and Professions Code) Publish: Mountain Views News May 18, 25, June 1, and 8, 2019 bbox=[203, 1813, 389, 1831]
page-footer bbox=[0, 2549, 1374, 2576]
notice-separator bbox=[203, 573, 388, 576]
notice-separator bbox=[203, 1712, 388, 1715]
legal-notice bbox=[8, 2227, 193, 2305]
legal-notice-heading: FICTITIOUS BUSINESS NAME STATEMENT File No. 2019122962 bbox=[203, 1559, 350, 1566]
legal-notice-heading: FICTITIOUS BUSINESS NAME STATEMENT File No. 2019122348 bbox=[203, 1476, 350, 1483]
legal-notice-body: The following person(s) is (are) doing business as: TOP CONCIERGE SERVICES, 5919 OXNARD ST APT 102, VALLEY GLEN, CA 91401. Full name of registrant(s): is (are) HAGOP TOPELIAN, 5919 OXNARD ST APT 102, VALLEY GLEN, CA 91401. This Business is conducted by: An Individual. Signed: Hagop Topelian, Owner. This statement was filed with the County Clerk of Los Angeles County on 5/14/19. The registrant(s) has (have) commenced to transact business under the fictitious business name or names listed above on 4/2019. NOTICE- This Fictitious Name Statement expires five years from the date it was filed in the office of the County Clerk. A new Fictitious Business Name Statement must be filed prior to that date. The filing of this statement does not of itself authorize the use in this state of a Fictitious Business Name in violation of the rights of another under Federal, State, or common law (See section 14411 et seq. Business and Professions Code) Publish: Mountain Views News May 18, 25, June 1, and 8, 2019 bbox=[8, 1811, 194, 1881]
legal-notice-body: The following person(s) is (are) doing business as: YUN APPLIANCE REPAIR, 455 N JACKSON ST APT 110, GLENDALE, CA 91206. Full name of registrant(s): is (are) VELERIAN PETROSE POGOSYAN, 455 N JACKSON ST APT 110, GLENDALE, CA 91206. This Business is conducted by: An Individual. Signed: Velerian Pogosyan, Owner. This statement was filed with the County Clerk of Los Angeles County on 5/15/19. The registrant(s) has (have) commenced to transact business under the fictitious business name or names listed above on N/A. NOTICE- This Fictitious Name Statement expires five years from the date it was filed in the office of the County Clerk. A new Fictitious Business Name Statement must be filed prior to that date. The filing of this statement does not of itself authorize the use in this state of a Fictitious Business Name in violation of the rights of another under Federal, State, or common law (See section 14411 et seq. Business and Professions Code) Publish: Mountain Views News May 18, 25, June 1, and 8, 2019 bbox=[203, 941, 389, 1011]
legal-notice bbox=[8, 1972, 193, 2050]
legal-notice bbox=[203, 1839, 388, 1917]
legal-notice-body: The following person(s) is (are) doing business as: DON PEPE'S JEWELERS, 200533 SHERMAN WAY, CANOGA PARK, CA 91303. DON PEPE'S JEWELERS, 22027 V GAULT ST, CANOGA PARK, CA 91303. Full name of registrant(s): is (are) CARLOS MENDIVAR, 22027 ½ GAULT ST, CANOGA PARK, CA 91303. MIRNA MENDIVAR, 22027 ½ GAULT ST, CANOGA PARK, CA 91303. This Business is conducted by: A General Partnership. Signed: Carlos Mendivar, Partner. This statement was filed with the County Clerk of Los Angeles County on 5/15/19. The registrant(s) has (have) commenced to transact business under the N/A. NOTICE- This Fictitious Name Statement expires five years from the date it was filed in the office of the County Clerk. A new Fictitious Business Name Statement must be filed prior to that date. The filing of this statement does not of itself authorize the use in this state of a Fictitious Business Name in violation of the rights of another under Federal, State, or common law (See section 14411 et seq. Business and Professions Code) Publish: Mountain Views News May 18, 25, June 1, and 8, 2019 bbox=[8, 995, 194, 1071]
legal-notice bbox=[203, 1139, 388, 1223]
legal-notice-body: The following person(s) is (are) doing business as: SHARMIN, 7530 LEMONA AVE, VAN NUYS, CA 91405. Full name of registrant(s): is (are) SYEDD SHARMIN AHMED, 7230 LEMONA AVE, VAN NUYS, CA 91405. This Business is conducted by: An Individual. Signed: Syedd Sharmin Ahmed, Owner. This statement was filed with the County Clerk of Los Angeles County on 5/15/19. The registrant(s) has (have) commenced to transact business under the fictitious business name or names listed above on 5/2019. NOTICE- This Fictitious Name Statement expires five years from the date it was filed in the office of the County Clerk. A new Fictitious Business Name Statement must be filed prior to that date. The filing of this statement does not of itself authorize the use in this state of a Fictitious Business Name in violation of the rights of another under Federal, State, or common law (See section 14411 et seq. Business and Professions Code) Publish: Mountain Views News May 18, 25, June 1, and 8, 2019 bbox=[8, 1084, 194, 1154]
publication-date: Saturday, June 8, 2019 bbox=[703, 51, 834, 64]
footer-office-phone: Office: 626.355.2737 bbox=[384, 2558, 465, 2568]
legal-notice-body: The following person(s) is (are) doing business as: CROWN 4 EVER, 20537 SATICOY ST APT 131, WINNETKA, CA 91306. Full name of registrant(s): is (are) LUZ M ABREU, 20537 SATICOY ST APT 131, WINNETKA, CA 91306. This Business is conducted by: An Individual. Signed: Luz M Abreu, Owner. This statement was filed with the County Clerk of Los Angeles County on 5/16/19. The registrant(s) has (have) commenced to transact business under the fictitious business name or names listed above on N/A. NOTICE- This Fictitious Name Statement expires five years from the date it was filed in the office of the County Clerk. A new Fictitious Business Name Statement must be filed prior to that date. The filing of this statement does not of itself authorize the use in this state of a Fictitious Business Name in violation of the rights of another under Federal, State, or common law (See section 14411 et seq. Business and Professions Code) Publish: Mountain Views News May 18, 25, June 1, and 8, 2019 bbox=[8, 1254, 194, 1325]
legal-notice bbox=[203, 936, 388, 1014]
ad-headline: STARTING A NEW BUSINESS ? bbox=[600, 2177, 1363, 2223]
notice-separator bbox=[8, 590, 193, 593]
notice-separator bbox=[8, 928, 193, 931]
ad-address: 80 W. Sierra Madre Blvd., Sierra Madre bbox=[830, 2342, 1133, 2361]
legal-notice-heading: FICTITIOUS BUSINESS NAME STATEMENT File No. 2019137363 bbox=[8, 2054, 155, 2061]
legal-notice bbox=[8, 1889, 193, 1967]
legal-notice-heading: FILE NO. 2019-121109 bbox=[8, 519, 58, 526]
page-number: 19 bbox=[1320, 1, 1364, 44]
legal-notice-body: The following person(s) is (are) doing business as: ROAD TO WELLNESS THERAPY, 8804 LAUREL CANYON BLVD SUITE 204, VALLEY VILLAGE, CA 91607. Full name of registrant(s): is (are) JANET BAPTAMYAN, 8804 LAUREL CANYON BLVD SUITE 204, VALLEY VILLAGE, CA 91607. This Business is conducted by: An Individual. Signed: Janet Baptamyan, Owner. This statement was filed with the County Clerk of Los Angeles County on 5/15/19. The registrant(s) has (have) commenced to transact business under the fictitious business name or names listed above on N/A. NOTICE- This Fictitious Name Statement expires five years from the date it was filed in the office of the County Clerk. A new Fictitious Business Name Statement must be filed prior to that date. The filing of this statement does not of itself authorize the use in this state of a Fictitious Business Name in violation of the rights of another under Federal, State, or common law (See section 14411 et seq. Business and Professions Code) Publish: Mountain Views News May 18, 25, June 1, and 8, 2019 bbox=[203, 82, 389, 158]
legal-notice-heading: FICTITIOUS BUSINESS NAME STATEMENT File No. 2019137395 bbox=[203, 1226, 350, 1233]
notice-separator bbox=[203, 159, 388, 162]
legal-notice bbox=[8, 2055, 193, 2139]
notice-separator bbox=[8, 2219, 193, 2222]
legal-notice bbox=[203, 1019, 388, 1091]
legal-notice-heading: FILE NO. 2019-125933 bbox=[8, 596, 58, 603]
notice-separator bbox=[8, 1326, 193, 1329]
legal-notice-heading: FICTITIOUS BUSINESS NAME STATEMENT File No. 2019137374 bbox=[203, 496, 350, 503]
legal-notice-body: The following person(s) is (are) doing business as: FLOWER HOLLYWOOD, 16716 ODD CA. VAN NUYS, CA 91406. Full name of registrant(s): is (are) ARTUR GEVORGYAN, 16716 ODD CA. VAN NUYS, CA 91406. This Business is conducted by: An Individual. Signed: Artur Gevorgyan, Owner. This statement was filed with the County Clerk of Los Angeles County on 5/14/19. The registrant(s) has (have) commenced to transact business under the fictitious business name or names listed above on N/A. NOTICE- This Fictitious Name Statement expires five years from the date it was filed in the office of the County Clerk. A new Fictitious Business Name Statement must be filed prior to that date. The filing of this statement does not of itself authorize the use in this state of a Fictitious Business Name in violation of the rights of another under Federal, State, or common law (See section 14411 et seq. bbox=[8, 2313, 194, 2378]
legal-notice bbox=[203, 1096, 388, 1133]
legal-notice bbox=[8, 811, 193, 889]
notice-separator bbox=[8, 1673, 193, 1676]
legal-notice-body: The following person(s) is (are) doing business as: ATOMIC CLEANING PROS, 18388 FAIRGROVE AVE, CHATSWORTH, CA 91311. ATOMIC CLEANING, 18388 FAIRGROVE AVE, CHATSWORTH, CA 91311. Full name of registrant(s): is (are) JUSTIN WOLOCKI, 18388 FAIRGROVE AVE, CHATSWORTH, CA 91311. This Business is conducted by: An Individual. Signed: Justin Wolocki, Owner. This statement was filed with the County Clerk of Los Angeles County on 5/17/19. The registrant(s) has (have) commenced to transact business under the fictitious business name or names listed above on N/A. NOTICE- This Fictitious Name Statement expires five years from the date it was filed in the office of the County Clerk. A new Fictitious Business Name Statement must be filed prior to that date. The filing of this statement does not of itself authorize the use in this state of a Fictitious Business Name in violation of the rights of another under Federal, State, or common law (See section 14411 et seq. Business and Professions Code) Publish: Mountain Views News May 18, 25, June 1, and 8, 2019 bbox=[203, 1927, 389, 2002]
legal-notice-body: Publish: Mountain Views News May 18, 25, June 1, and 8, 2019 bbox=[203, 1303, 332, 1310]
notice-separator bbox=[203, 1914, 388, 1917]
legal-notice-heading: FICTITIOUS BUSINESS NAME STATEMENT File No. 2019137366 bbox=[8, 2308, 155, 2314]
legal-notice bbox=[203, 1560, 388, 1638]
legal-notice bbox=[8, 261, 193, 339]
ad-contact-row bbox=[600, 2332, 1363, 2408]
notice-separator bbox=[8, 1591, 193, 1594]
legal-notice bbox=[203, 1227, 388, 1299]
notice-separator bbox=[8, 1881, 193, 1884]
ad-line-doing-business-as: Doing Business As, bbox=[909, 2274, 1054, 2295]
notice-separator bbox=[203, 1831, 388, 1834]
legal-notice bbox=[203, 1478, 388, 1556]
legal-notice-body: The following person(s) is (are) doing business as: TOBAR CONSTRUCTION, 2267 WEST 29TH STREET, LOS ANGELES, CA 90018. Full name of registrant(s): is (are) JUAN C TOBAR, 2267 WEST 29TH STREET, LOS ANGELES, CA 90018. This Business is conducted by: AN INDIVIDUAL. Signed: JUAN C TOBAR. This statement was filed with the County Clerk of Los Angeles County on 05/08/2019. The registrant(s) has (have) commenced to transact business under the fictitious business name or names listed above on 05/2019. NOTICE- This Fictitious Name Statement expires five years from the date it was filed in the office of the County Clerk. A new Fictitious Business Name Statement must be filed prior to that date. The filing of this statement does not of itself authorize the use in this state of a Fictitious Business Name in violation of the rights of another under Federal, State, or common law (See section 14411 et seq. Business and Professions Code)Publish: Mountain Views News Dates Pub: MAY 18, 25, JUNE 01, 08, 2019 bbox=[8, 266, 194, 336]
legal-notice bbox=[8, 1681, 193, 1736]
legal-notice bbox=[203, 409, 388, 493]
footer-website[interactable]: Website: www.mtnviewsnews.com bbox=[705, 2558, 835, 2568]
legal-notice-heading: FICTITIOUS BUSINESS NAME STATEMENT File No. 2019137375 bbox=[203, 579, 350, 586]
legal-notice-heading: FICTITIOUS BUSINESS NAME STATEMENT File No. 2019137373 bbox=[203, 408, 350, 415]
notice-separator bbox=[8, 1154, 193, 1157]
legal-notice-heading: FICTITIOUS BUSINESS NAME STATEMENT File No. 2019137361 bbox=[8, 1888, 155, 1895]
legal-notice-body: The following person(s) is (are) doing business as: WORARKX, 23701 S WESTERN AVE SPC 240, TORRANCE, CA 90501. Full name of registrant(s): is (are) WORANAN FRANNSUCH, 23701 S WESTERN AVE SPC 240, TORRANCE, CA 90501. This Business is conducted by: An Individual. Signed: Woranan Frangsuch, Owner. This statement was filed with the County Clerk of Los Angeles County on 5/9/19. The registrant(s) has (have) commenced to transact business under the fictitious business name or names listed above on N/A. NOTICE- This Fictitious Name Statement expires five years from the date it was filed in the office of the County Clerk. A new Fictitious Business Name Statement must be filed prior to that date. The filing of this statement does not of itself authorize the use in this state of a Fictitious Business Name in violation of the rights of another under Federal, State, or common law (See section 14411 et seq. Business and Professions Code) Publish: Mountain Views News May 18, 25, June 1, and 8, 2019 bbox=[203, 1565, 389, 1635]
legal-notice bbox=[203, 676, 388, 766]
footer-fax: Fax: 626.609.3285 bbox=[477, 2558, 547, 2568]
legal-notice-heading: FICTITIOUS BUSINESS NAME STATEMENT File No. 2019137372 bbox=[203, 325, 350, 332]
legal-notice bbox=[203, 2094, 388, 2178]
legal-notice-heading: FICTITIOUS BUSINESS NAME STATEMENT File No. 2019137365 bbox=[8, 2225, 155, 2231]
notice-separator bbox=[8, 983, 193, 986]
legal-notice bbox=[203, 326, 388, 404]
legal-notice bbox=[8, 597, 193, 664]
legal-notice bbox=[203, 2182, 388, 2260]
legal-notice-heading: FICTITIOUS BUSINESS NAME STATEMENT File No. 2019123415 bbox=[203, 242, 350, 249]
legal-notice-heading: FICTITIOUS BUSINESS NAME STATEMENT File No. 2019137404 bbox=[203, 2092, 350, 2099]
legal-notice-heading: FICTITIOUS BUSINESS NAME STATEMENT File No. 2019-127782 bbox=[8, 260, 156, 266]
legal-notice bbox=[203, 78, 388, 162]
legal-notice bbox=[203, 581, 388, 653]
legal-notice bbox=[8, 432, 193, 516]
legal-notice bbox=[8, 344, 193, 428]
legal-notice bbox=[203, 1318, 388, 1378]
masthead bbox=[0, 0, 1374, 74]
ad-line-fictitious-filing: Fictitious Business Name Filing bbox=[844, 2298, 1119, 2321]
legal-notice-heading: FICTITIOUS BUSINESS NAME STATEMENT File No. 2019137401 bbox=[203, 1838, 350, 1845]
notice-separator bbox=[203, 2257, 388, 2260]
ad-services-list bbox=[600, 2412, 1363, 2451]
legal-notice bbox=[8, 1599, 193, 1677]
legal-notice-heading: FICTITIOUS BUSINESS NAME STATEMENT File No. 2019136577 bbox=[8, 1078, 155, 1084]
legal-notice bbox=[203, 498, 388, 576]
legal-notice-heading: FICTITIOUS BUSINESS NAME STATEMENT File No. 2019132477 bbox=[203, 1095, 350, 1102]
notice-separator bbox=[8, 2378, 193, 2381]
